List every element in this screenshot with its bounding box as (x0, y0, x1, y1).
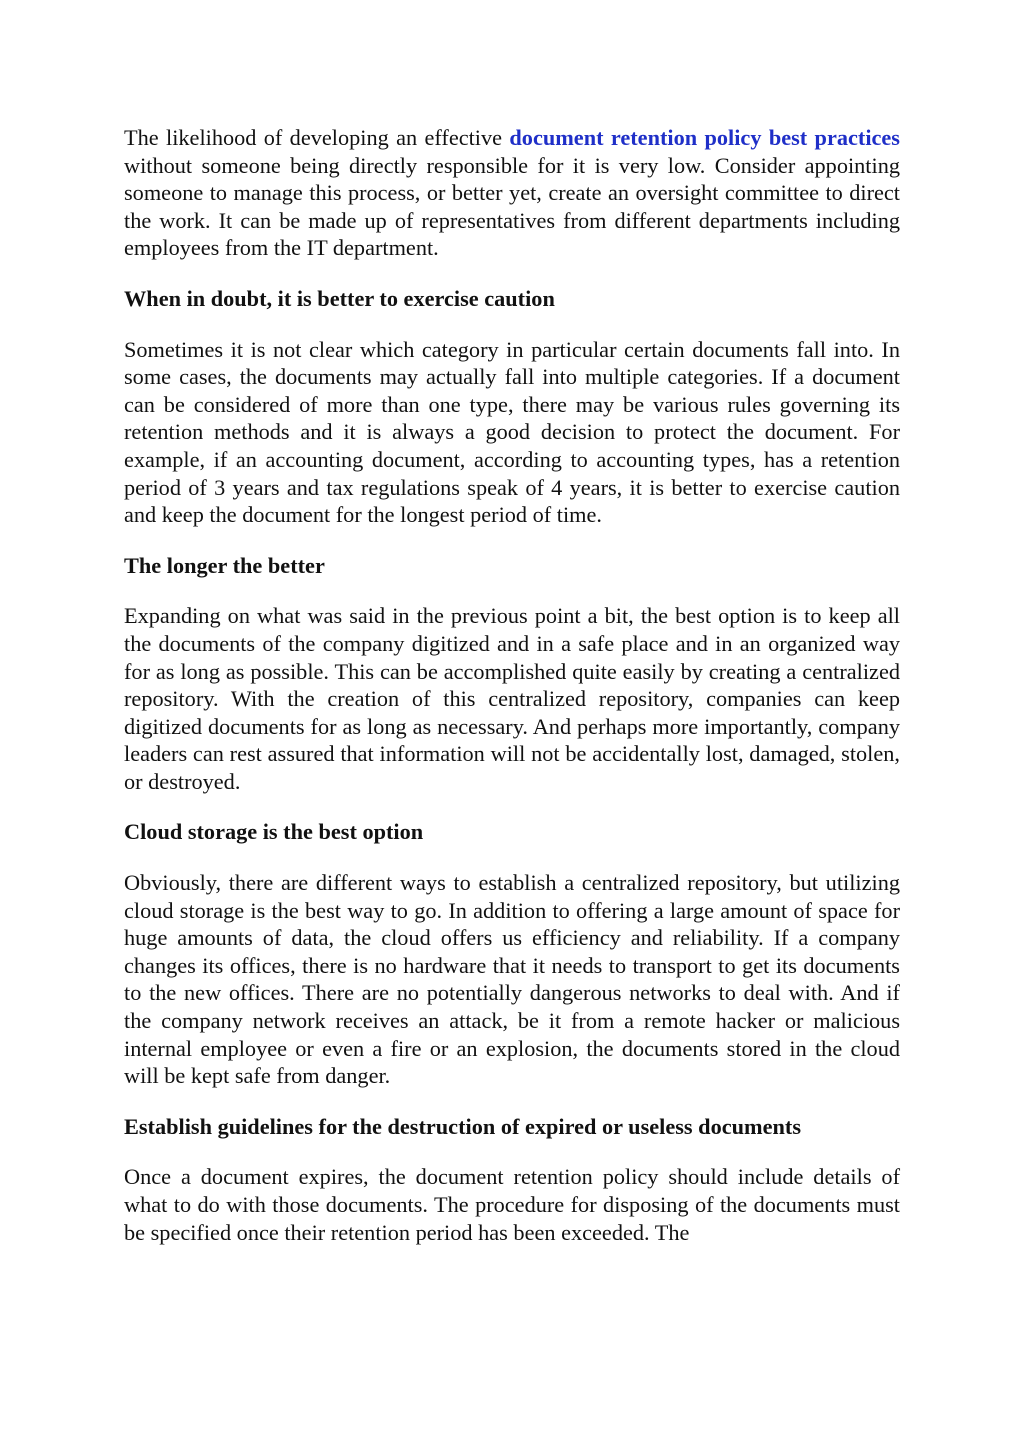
section-heading-longer: The longer the better (124, 552, 325, 578)
document-page (124, 124, 900, 1269)
section-heading-cloud: Cloud storage is the best option (124, 819, 424, 845)
intro-paragraph (124, 124, 900, 262)
section-body-cloud: Obviously, there are different ways to establish a centralized repository, but utilizing cloud storage is the best way to go. In addition to offering a large amount of space for huge amounts of data, the cloud offers us efficiency and reliability. If a company changes its offices, there is no hardware that it needs to transport to get its documents to the new offices. There are no potentially dangerous networks to deal with. And if the company network receives an attack, be it from a remote hacker or malicious internal employee or even a fire or an explosion, the documents stored in the cloud will be kept safe from danger. (124, 870, 900, 1089)
intro-text-after: without someone being directly responsible for it is very low. Consider appointing someone to manage this process, or better yet, create an oversight committee to direct the work. It can be made up of representatives from different departments including employees from the IT department. (124, 152, 900, 261)
intro-text-before: The likelihood of developing an effective (124, 125, 510, 150)
document-retention-link[interactable]: document retention policy best practices (509, 125, 900, 150)
section-body-longer: Expanding on what was said in the previous point a bit, the best option is to keep all the documents of the company digitized and in a safe place and in an organized way for as long as possible. This can be accomplished quite easily by creating a centralized repository. With the creation of this centralized repository, companies can keep digitized documents for as long as necessary. And perhaps more importantly, company leaders can rest assured that information will not be accidentally lost, damaged, stolen, or destroyed. (124, 603, 900, 794)
section-body-destruction: Once a document expires, the document retention policy should include details of what to do with those documents. The procedure for disposing of the documents must be specified once their retention period has been exceeded. The (124, 1164, 900, 1245)
section-body-caution: Sometimes it is not clear which category in particular certain documents fall into. In some cases, the documents may actually fall into multiple categories. If a document can be considered of more than one type, there may be various rules governing its retention methods and it is always a good decision to protect the document. For example, if an accounting document, according to accounting types, has a retention period of 3 years and tax regulations speak of 4 years, it is better to exercise caution and keep the document for the longest period of time. (124, 336, 900, 528)
section-heading-destruction: Establish guidelines for the destruction of expired or useless documents (124, 1113, 801, 1139)
section-heading-caution: When in doubt, it is better to exercise caution (124, 285, 555, 311)
